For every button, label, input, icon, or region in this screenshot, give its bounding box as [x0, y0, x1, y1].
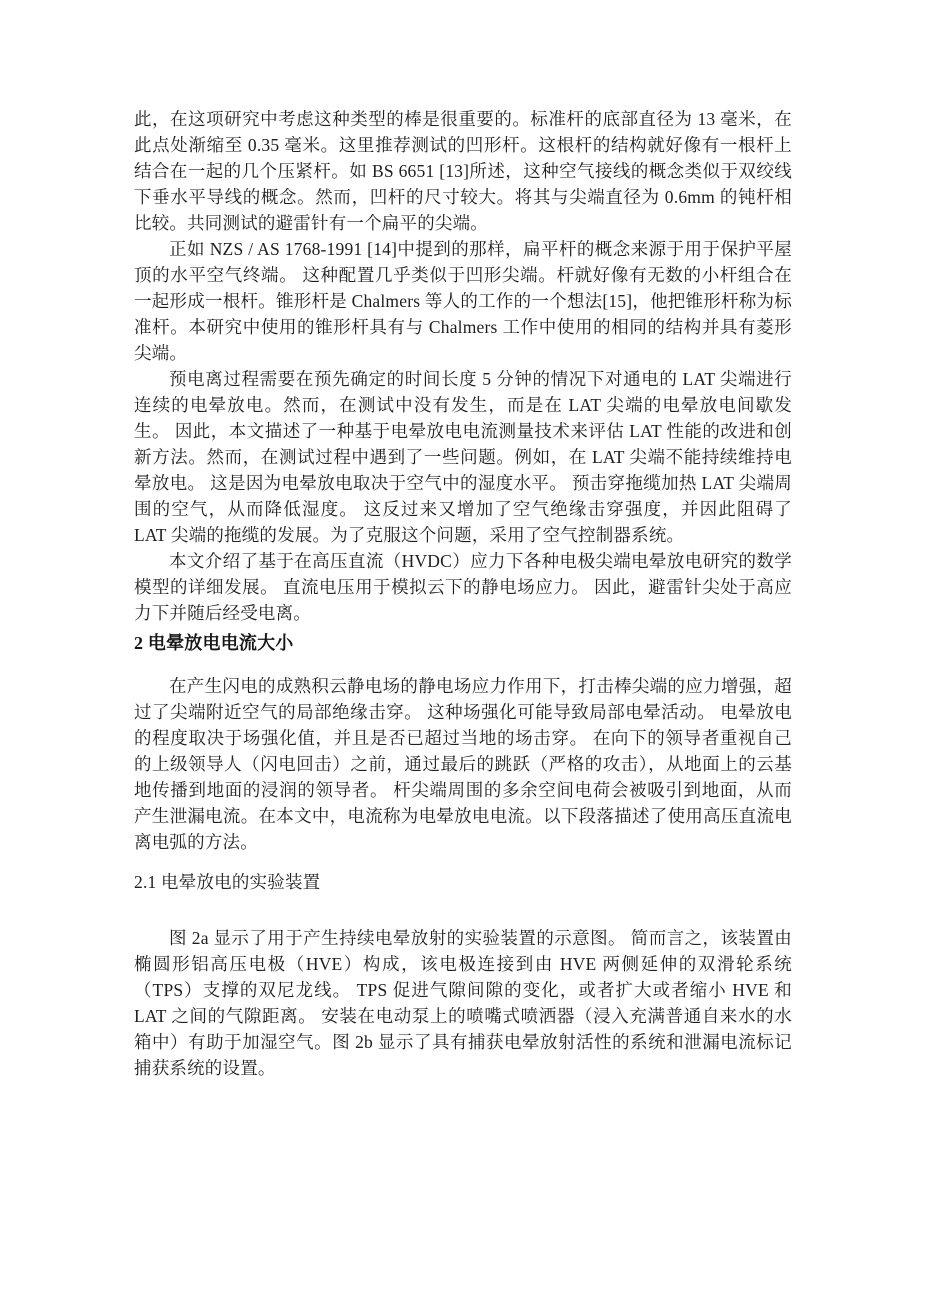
paragraph-experimental-setup: 图 2a 显示了用于产生持续电晕放射的实验装置的示意图。 简而言之，该装置由椭圆形铝高压电极（HVE）构成，该电极连接到由 HVE 两侧延伸的双滑轮系统（TPS）支撑的双尼龙线。 TPS 促进气隙间隙的变化，或者扩大或者缩小 HVE 和 LAT 之间的气隙距离。 安装在电动泵上的喷嘴式喷洒器（浸入充满普通自来水的水箱中）有助于加湿空气。图 2b 显示了具有捕获电晕放射活性的系统和泄漏电流标记捕获系统的设置。 [134, 928, 792, 1078]
paragraph-flat-rod-concept: 正如 NZS / AS 1768-1991 [14]中提到的那样，扁平杆的概念来源于用于保护平屋顶的水平空气终端。 这种配置几乎类似于凹形尖端。杆就好像有无数的小杆组合在一起形成一根杆。锥形杆是 Chalmers 等人的工作的一个想法[15]，他把锥形杆称为标准杆。本研究中使用的锥形杆具有与 Chalmers 工作中使用的相同的结构并具有菱形尖端。 [134, 239, 792, 363]
paragraph-rod-types-continued: 此，在这项研究中考虑这种类型的棒是很重要的。标准杆的底部直径为 13 毫米，在此点处渐缩至 0.35 毫米。这里推荐测试的凹形杆。这根杆的结构就好像有一根杆上结合在一起的几个压紧杆。如 BS 6651 [13]所述，这种空气接线的概念类似于双绞线下垂水平导线的概念。然而，凹杆的尺寸较大。将其与尖端直径为 0.6mm 的钝杆相比较。共同测试的避雷针有一个扁平的尖端。 [134, 109, 792, 233]
paragraph-corona-discharge-magnitude: 在产生闪电的成熟积云静电场的静电场应力作用下，打击棒尖端的应力增强，超过了尖端附近空气的局部绝缘击穿。 这种场强化可能导致局部电晕活动。 电晕放电的程度取决于场强化值，并且是否已超过当地的场击穿。 在向下的领导者重视自己的上级领导人（闪电回击）之前，通过最后的跳跃（严格的攻击），从地面上的云基地传播到地面的浸润的领导者。 杆尖端周围的多余空间电荷会被吸引到地面，从而产生泄漏电流。在本文中，电流称为电晕放电电流。以下段落描述了使用高压直流电离电弧的方法。 [134, 676, 792, 852]
section-2-heading: 2 电晕放电电流大小 [134, 633, 294, 653]
document-body [134, 106, 792, 1081]
subsection-2-1-heading: 2.1 电晕放电的实验装置 [134, 872, 321, 892]
paragraph-pre-ionization-process: 预电离过程需要在预先确定的时间长度 5 分钟的情况下对通电的 LAT 尖端进行连续的电晕放电。然而，在测试中没有发生，而是在 LAT 尖端的电晕放电间歇发生。 因此，本文描述了一种基于电晕放电电流测量技术来评估 LAT 性能的改进和创新方法。然而，在测试过程中遇到了一些问题。例如，在 LAT 尖端不能持续维持电晕放电。 这是因为电晕放电取决于空气中的湿度水平。 预击穿拖缆加热 LAT 尖端周围的空气，从而降低湿度。 这反过来又增加了空气绝缘击穿强度，并因此阻碍了 LAT 尖端的拖缆的发展。为了克服这个问题，采用了空气控制器系统。 [134, 369, 792, 545]
paragraph-hvdc-model-intro: 本文介绍了基于在高压直流（HVDC）应力下各种电极尖端电晕放电研究的数学模型的详细发展。 直流电压用于模拟云下的静电场应力。 因此，避雷针尖处于高应力下并随后经受电离。 [134, 551, 792, 623]
